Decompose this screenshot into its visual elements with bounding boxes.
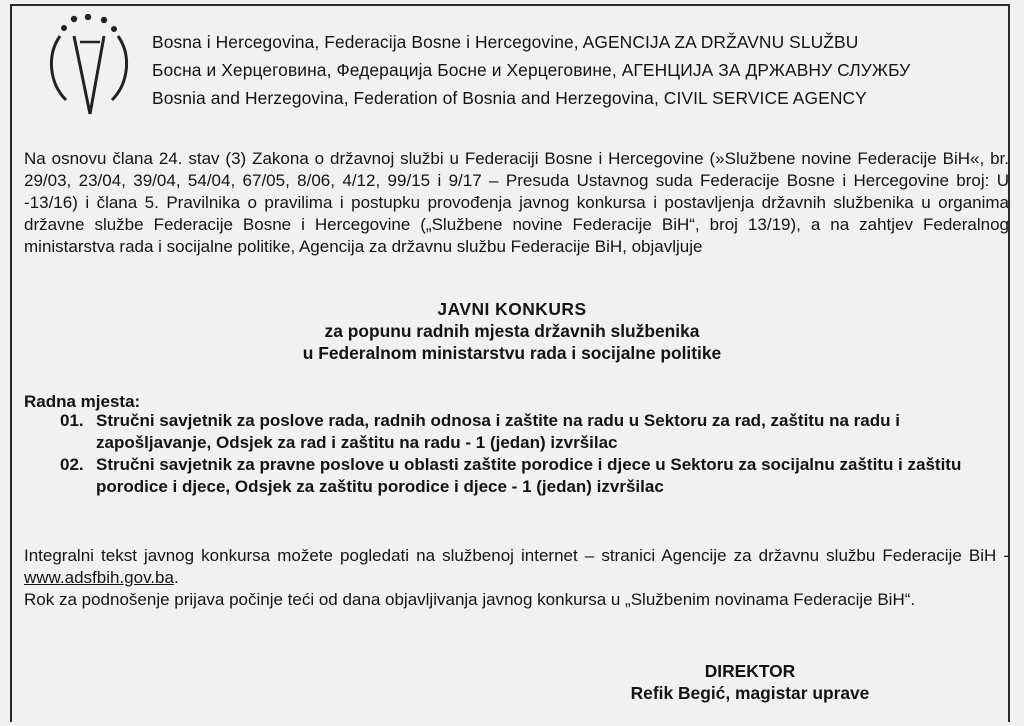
signature-name: Refik Begić, magistar uprave (630, 683, 870, 703)
title-line-3: u Federalnom ministarstvu rada i socijalne politike (302, 343, 722, 363)
position-text: Stručni savjetnik za pravne poslove u oblasti zaštite porodice i djece u Sektoru za socijalnu zaštitu i zaštitu porodice i djece, Odsjek za zaštitu porodice i djece - 1 (jedan) izvršilac (96, 455, 962, 496)
positions-list (60, 410, 990, 498)
header-line-serbian: Босна и Херцеговина, Федерација Босне и Херцеговине, АГЕНЦИЈА ЗА ДРЖАВНУ СЛУЖБУ (152, 60, 911, 80)
position-number: 02. (60, 455, 84, 474)
title-line-2: za popunu radnih mjesta državnih službenika (324, 321, 700, 341)
header-line-bosnian: Bosna i Hercegovina, Federacija Bosne i Hercegovine, AGENCIJA ZA DRŽAVNU SLUŽBU (152, 32, 859, 52)
agency-header (152, 28, 910, 112)
closing-paragraph-1 (24, 545, 1009, 589)
closing-text-1-end: . (173, 568, 179, 587)
closing-paragraph-2: Rok za podnošenje prijava počinje teći od dana objavljivanja javnog konkursa u „Službenim novinama Federacije BiH“. (24, 590, 916, 609)
position-text: Stručni savjetnik za poslove rada, radnih odnosa i zaštite na radu u Sektoru za rad, zaštitu na radu i zapošljavanje, Odsjek za rad i zaštitu na radu - 1 (jedan) izvršilac (96, 411, 900, 452)
announcement-title (0, 298, 1024, 364)
positions-label: Radna mjesta: (24, 392, 141, 411)
header-line-english: Bosnia and Herzegovina, Federation of Bosnia and Herzegovina, CIVIL SERVICE AGENCY (152, 88, 867, 108)
agency-website-link[interactable]: www.adsfbih.gov.ba (24, 568, 174, 587)
title-main: JAVNI KONKURS (437, 299, 587, 319)
signature-block (560, 660, 940, 704)
agency-logo (40, 14, 132, 122)
closing-text-1: Integralni tekst javnog konkursa možete pogledati na službenoj internet – stranici Agencije za državnu službu Federacije BiH - (24, 546, 1009, 565)
position-number: 01. (60, 411, 84, 430)
list-item (60, 454, 990, 498)
intro-paragraph: Na osnovu člana 24. stav (3) Zakona o državnoj službi u Federaciji Bosne i Hercegovine (»Službene novine Federacije BiH«, br. 29/03, 23/04, 39/04, 54/04, 67/05, 8/06, 4/12, 99/15 i 9/17 – Presuda Ustavnog suda Federacije Bosne i Hercegovine broj: U -13/16) i člana 5. Pravilnika o pravilima i postupku provođenja javnog konkursa i postavljenja državnih službenika u organima državne službe Federacije Bosne i Hercegovine („Službene novine Federacije BiH“, broj 13/19), a na zahtjev Federalnog ministarstva rada i socijalne politike, Agencija za državnu službu Federacije BiH, objavljuje (24, 149, 1009, 256)
signature-title: DIREKTOR (704, 661, 796, 681)
closing-text (24, 545, 1009, 611)
list-item (60, 410, 990, 454)
